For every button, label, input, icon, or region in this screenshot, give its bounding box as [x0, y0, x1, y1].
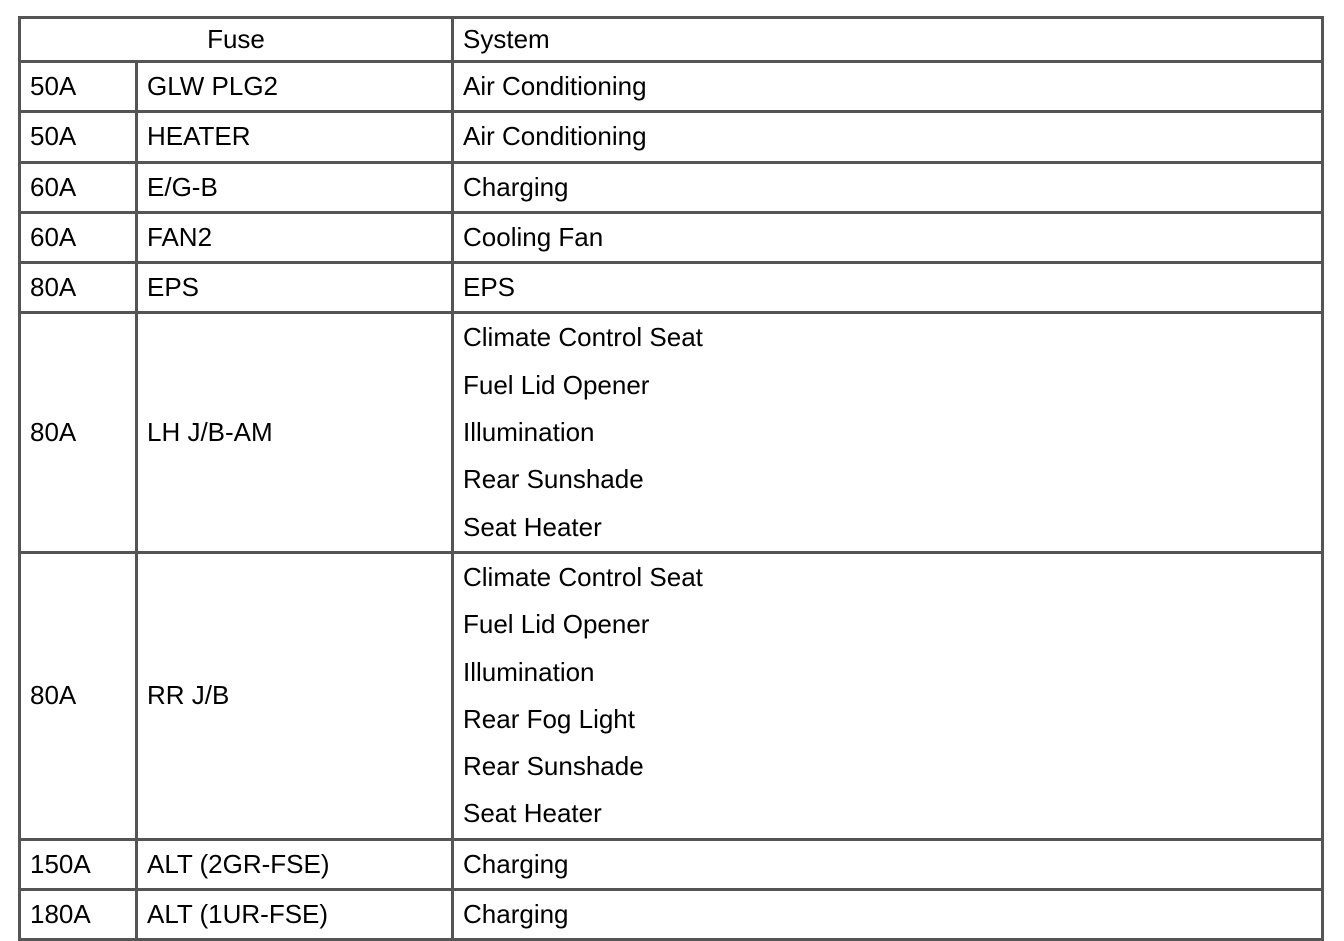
fuse-systems — [453, 313, 1323, 552]
fuse-name: ALT (1UR-FSE) — [137, 890, 453, 940]
header-row — [20, 18, 1323, 62]
system-item: Fuel Lid Opener — [463, 609, 650, 640]
fuse-amperage: 180A — [20, 890, 137, 940]
table-body — [20, 62, 1323, 940]
fuse-name: GLW PLG2 — [137, 62, 453, 112]
fuse-systems — [453, 112, 1323, 162]
fuse-systems — [453, 263, 1323, 313]
table-row — [20, 112, 1323, 162]
fuse-name: RR J/B — [137, 552, 453, 839]
fuse-systems — [453, 890, 1323, 940]
system-item: Air Conditioning — [463, 71, 647, 101]
system-item: Rear Fog Light — [463, 703, 635, 734]
fuse-amperage: 80A — [20, 552, 137, 839]
system-item: Charging — [463, 171, 569, 202]
table-row — [20, 839, 1323, 889]
system-item: Air Conditioning — [463, 121, 647, 152]
fuse-systems — [453, 212, 1323, 262]
table-row — [20, 890, 1323, 940]
fuse-name: EPS — [137, 263, 453, 313]
system-item: Charging — [463, 848, 569, 879]
fuse-amperage: 50A — [20, 62, 137, 112]
header-system: System — [453, 18, 1323, 62]
table-row — [20, 552, 1323, 839]
system-item: Cooling Fan — [463, 221, 604, 252]
fuse-name: LH J/B-AM — [137, 313, 453, 552]
fuse-amperage: 60A — [20, 162, 137, 212]
system-item: Climate Control Seat — [463, 561, 703, 592]
system-item: Illumination — [463, 417, 595, 448]
system-item: Rear Sunshade — [463, 464, 644, 495]
fuse-systems — [453, 162, 1323, 212]
table-row — [20, 212, 1323, 262]
fuse-table — [18, 16, 1324, 941]
fuse-amperage: 80A — [20, 313, 137, 552]
system-item: Charging — [463, 899, 569, 930]
header-fuse: Fuse — [20, 18, 453, 62]
system-item: Climate Control Seat — [463, 322, 703, 353]
system-item: Seat Heater — [463, 511, 602, 542]
table-row — [20, 263, 1323, 313]
system-item: Rear Sunshade — [463, 751, 644, 782]
system-item: EPS — [463, 272, 516, 303]
table-row — [20, 62, 1323, 112]
fuse-name: FAN2 — [137, 212, 453, 262]
fuse-amperage: 150A — [20, 839, 137, 889]
table-row — [20, 162, 1323, 212]
system-item: Seat Heater — [463, 798, 602, 829]
system-item: Illumination — [463, 656, 595, 687]
fuse-amperage: 60A — [20, 212, 137, 262]
system-item: Fuel Lid Opener — [463, 369, 650, 400]
fuse-amperage: 80A — [20, 263, 137, 313]
fuse-systems — [453, 62, 1323, 112]
fuse-amperage: 50A — [20, 112, 137, 162]
fuse-systems — [453, 552, 1323, 839]
table-row — [20, 313, 1323, 552]
fuse-name: E/G-B — [137, 162, 453, 212]
fuse-systems — [453, 839, 1323, 889]
fuse-name: ALT (2GR-FSE) — [137, 839, 453, 889]
fuse-name: HEATER — [137, 112, 453, 162]
